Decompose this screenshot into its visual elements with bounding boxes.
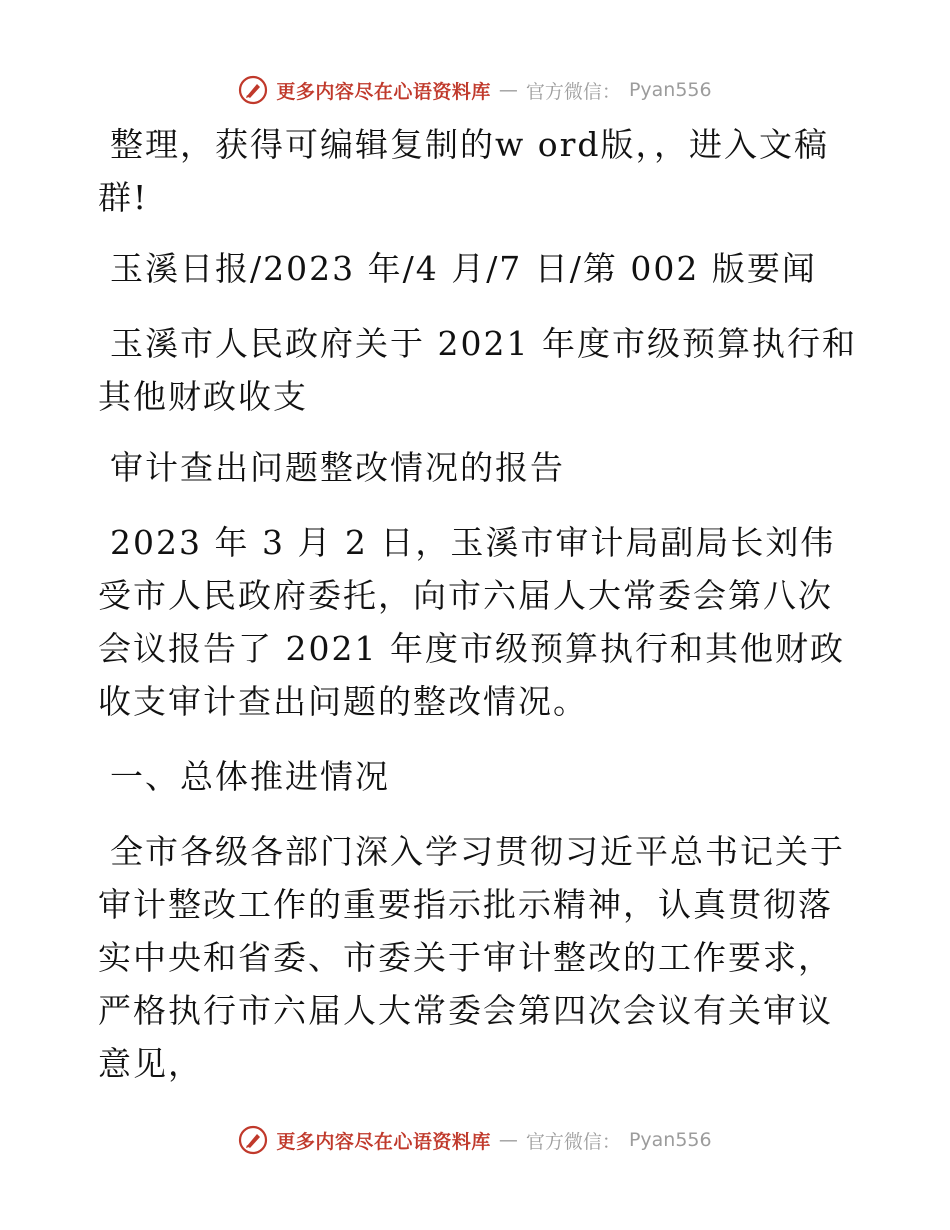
report-title-line-2: 审计查出问题整改情况的报告: [110, 448, 565, 487]
watermark-separator: —: [498, 79, 518, 101]
watermark-contact-id: Pyan556: [628, 1129, 712, 1151]
header-watermark: [0, 70, 950, 110]
watermark-contact-label: 官方微信：: [525, 1130, 621, 1153]
body-paragraph-2: 全市各级各部门深入学习贯彻习近平总书记关于审计整改工作的重要指示批示精神，认真贯彻落实中央和省委、市委关于审计整改的工作要求，严格执行市六届人大常委会第四次会议有关审议意见，: [98, 832, 845, 1083]
watermark-main-text: 更多内容尽在心语资料库: [276, 80, 491, 103]
source-line: 玉溪日报/2023 年/4 月/7 日/第 002 版要闻: [110, 249, 817, 288]
watermark-separator: —: [498, 1129, 518, 1151]
intro-paragraph: 整理，获得可编辑复制的w ord版，，进入文稿群!: [98, 125, 830, 217]
report-title-line-1: 玉溪市人民政府关于 2021 年度市级预算执行和其他财政收支: [98, 324, 857, 416]
document-body: [98, 118, 858, 1112]
watermark-contact-id: Pyan556: [628, 79, 712, 101]
watermark-main-text: 更多内容尽在心语资料库: [276, 1130, 491, 1153]
body-paragraph-1: 2023 年 3 月 2 日，玉溪市审计局副局长刘伟受市人民政府委托，向市六届人大常委会第八次会议报告了 2021 年度市级预算执行和其他财政收支审计查出问题的整改情况。: [98, 523, 845, 721]
pen-seal-icon: [238, 1125, 268, 1155]
pen-seal-icon: [238, 75, 268, 105]
footer-watermark: [0, 1120, 950, 1160]
section-heading-1: 一、总体推进情况: [110, 757, 390, 796]
watermark-contact-label: 官方微信：: [525, 80, 621, 103]
